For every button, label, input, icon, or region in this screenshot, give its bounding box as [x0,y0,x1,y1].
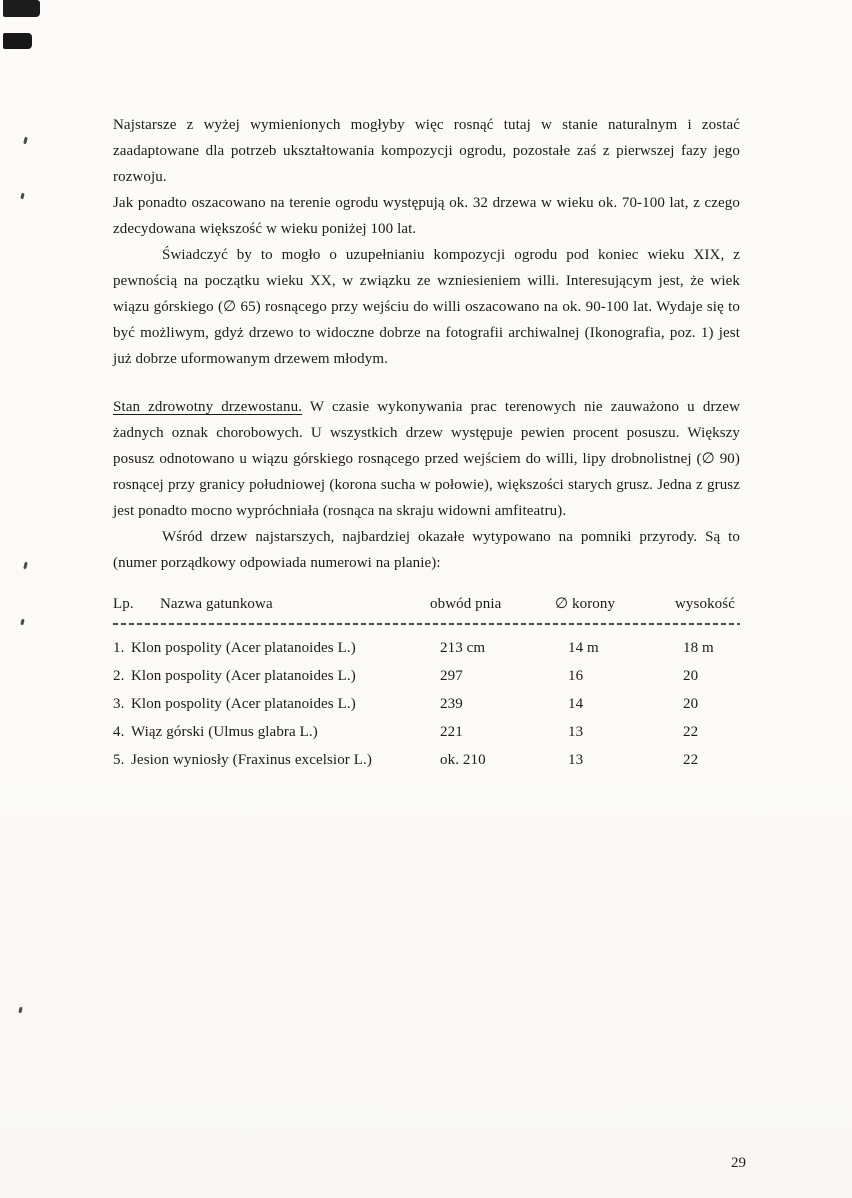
cell-lp: 1. [113,640,125,656]
cell-height: 20 [683,696,699,712]
col-header-crown-diameter: ∅ korony [555,596,616,612]
cell-lp: 4. [113,724,125,740]
scan-speck [20,193,24,200]
cell-trunk-girth: 213 cm [440,640,486,656]
table-row [113,690,740,718]
paragraph-oldest-trees: Najstarsze z wyżej wymienionych mogłyby więc rosnąć tutaj w stanie naturalnym i zostać zaadaptowane dla potrzeb ukształtowania kompozycji ogrodu, pozostałe zaś z pierwszej fazy jego rozwoju. [113,117,740,185]
scan-speck [18,1007,22,1014]
paragraph-monument-intro: Wśród drzew najstarszych, najbardziej okazałe wytypowano na pomniki przyrody. Są to (numer porządkowy odpowiada numerowi na planie): [113,529,740,571]
cell-trunk-girth: 297 [440,668,463,684]
cell-lp: 5. [113,752,125,768]
table-divider [113,623,740,625]
scan-artifact-blob [3,0,40,17]
cell-height: 20 [683,668,699,684]
cell-species: Klon pospolity (Acer platanoides L.) [131,696,356,712]
scan-speck [20,619,24,626]
section-body-text: W czasie wykonywania prac terenowych nie zauważono u drzew żadnych oznak chorobowych. U wszystkich drzew występuje pewien procent posuszu. Większy posusz odnotowano u wiązu górskiego rosnącego przed wejściem do willi, lipy drobnolistnej (∅ 90) rosnącej przy granicy południowej (korona sucha w połowie), większości starych grusz. Jedna z grusz jest ponadto mocno wypróchniała (rosnąca na skraju widowni amfiteatru). [113,399,740,519]
cell-crown-diameter: 14 m [568,640,599,656]
table-header-row [113,590,740,618]
table-row [113,746,740,774]
cell-species: Wiąz górski (Ulmus glabra L.) [131,724,318,740]
cell-species: Klon pospolity (Acer platanoides L.) [131,640,356,656]
col-header-height: wysokość [675,596,735,612]
document-body [113,112,740,774]
cell-crown-diameter: 13 [568,724,584,740]
cell-height: 18 m [683,640,714,656]
table-row [113,718,740,746]
cell-trunk-girth: 221 [440,724,463,740]
scan-speck [23,137,28,145]
scan-speck [23,562,28,570]
cell-crown-diameter: 14 [568,696,584,712]
cell-species: Jesion wyniosły (Fraxinus excelsior L.) [131,752,372,768]
section-heading: Stan zdrowotny drzewostanu. [113,399,303,415]
page-number: 29 [731,1155,746,1171]
cell-species: Klon pospolity (Acer platanoides L.) [131,668,356,684]
cell-crown-diameter: 16 [568,668,584,684]
cell-trunk-girth: ok. 210 [440,752,486,768]
scan-artifact-blob [3,33,32,49]
paragraph-tree-age-estimate: Jak ponadto oszacowano na terenie ogrodu występują ok. 32 drzewa w wieku ok. 70-100 lat, z czego zdecydowana większość w wieku poniżej 100 lat. [113,195,740,237]
cell-trunk-girth: 239 [440,696,463,712]
tree-table [113,590,740,774]
table-row [113,662,740,690]
col-header-lp: Lp. [113,596,134,612]
cell-height: 22 [683,752,699,768]
col-header-species: Nazwa gatunkowa [160,596,273,612]
paragraph-garden-composition: Świadczyć by to mogło o uzupełnianiu kompozycji ogrodu pod koniec wieku XIX, z pewnością na początku wieku XX, w związku ze wzniesieniem willi. Interesującym jest, że wiek wiązu górskiego (∅ 65) rosnącego przy wejściu do willi oszacowano na ok. 90-100 lat. Wydaje się to być możliwym, gdyż drzewo to widoczne dobrze na fotografii archiwalnej (Ikonografia, poz. 1) jest już dobrze uformowanym drzewem młodym. [113,247,740,367]
table-row [113,634,740,662]
cell-height: 22 [683,724,699,740]
cell-crown-diameter: 13 [568,752,584,768]
cell-lp: 2. [113,668,125,684]
cell-lp: 3. [113,696,125,712]
paragraph-health-status [113,394,740,524]
col-header-trunk-girth: obwód pnia [430,596,502,612]
